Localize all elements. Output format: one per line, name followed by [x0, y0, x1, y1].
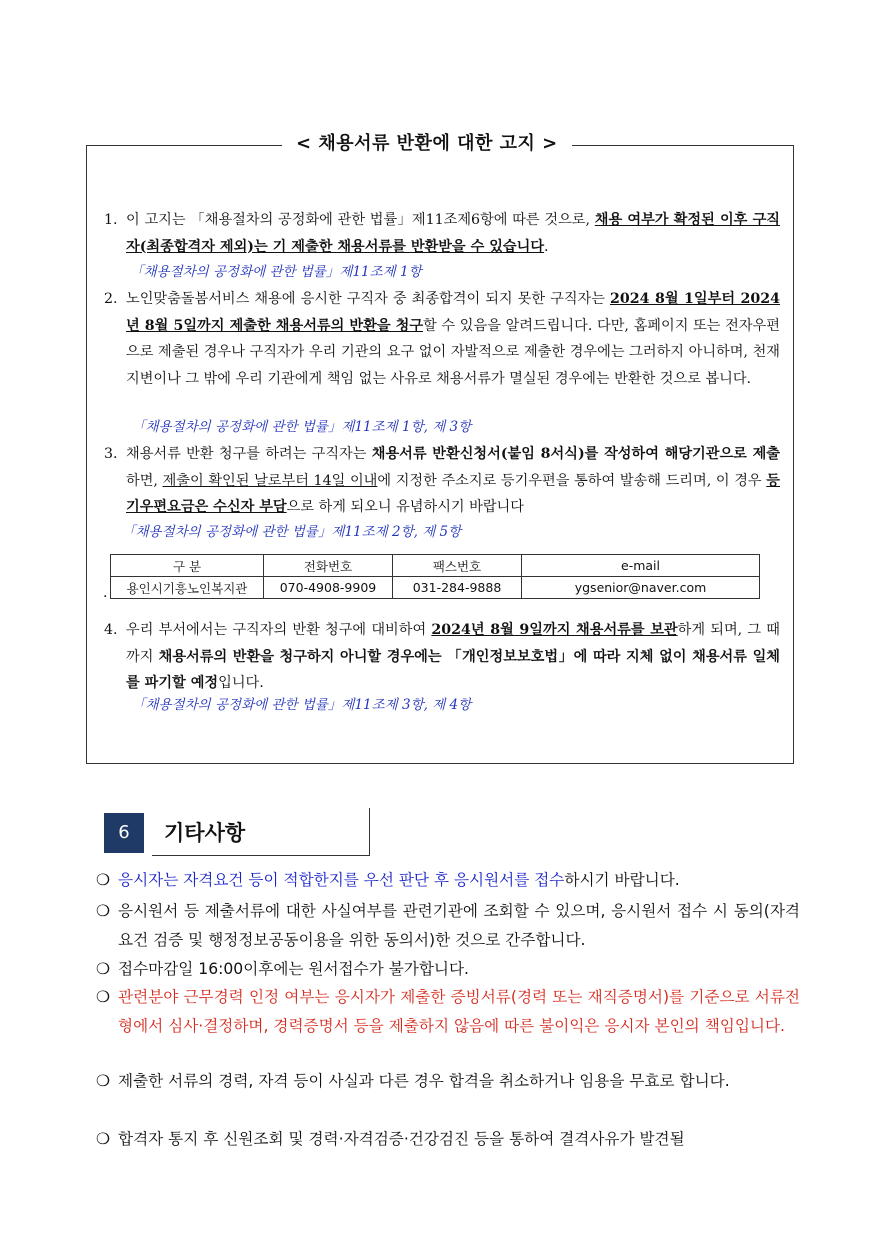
item-text-end: 할 수 있음을 알려드립니다. 다만, 홈페이지 또는 전자우편으로 제출된 경우나 구직자가 우리 기관의 요구 없이 자발적으로 제출한 경우에는 그러하지 아니하며, 천재지변이나 그 밖에 우리 기관에게 책임 없는 사유로 채용서류가 멸실된 경우에는 반환한 것으로 봅니다. — [126, 317, 780, 387]
list-item — [96, 955, 800, 984]
list-item — [96, 1125, 800, 1154]
item-text: 이 고지는 「채용절차의 공정화에 관한 법률」제11조제6항에 따른 것으로, — [126, 212, 595, 228]
item-underline: 제출이 확인된 날로부터 14일 이내 — [162, 472, 378, 489]
item-emphasis: 채용서류 반환신청서(붙임 8서식)를 작성하여 해당기관으로 제출 — [371, 446, 780, 462]
law-citation-1: 「채용절차의 공정화에 관한 법률」제11조제 1항 — [130, 264, 422, 280]
heading-underline — [152, 855, 370, 856]
circle-bullet-icon: ❍ — [96, 960, 110, 978]
item-text: 채용서류 반환 청구를 하려는 구직자는 — [126, 446, 372, 462]
item-emphasis: 2024 8월 1일부터 2024년 8월 5일까지 제출한 채용서류의 반환을 청구 — [126, 291, 781, 334]
item-text: 에 지정한 주소지로 등기우편을 통하여 발송해 드리며, 이 경우 — [377, 472, 767, 489]
item-text: 하면, — [126, 472, 163, 489]
bullet-text: 응시원서 등 제출서류에 대한 사실여부를 관련기관에 조회할 수 있으며, 응시원서 접수 시 동의(자격요건 검증 및 행정정보공동이용을 위한 동의서)한 것으로 간주합니다. — [118, 902, 800, 949]
law-citation-3: 「채용절차의 공정화에 관한 법률」제11조제 2항, 제 5항 — [122, 524, 462, 540]
item-text: 노인맞춤돌봄서비스 채용에 응시한 구직자 중 최종합격이 되지 못한 구직자는 — [126, 291, 611, 307]
section-title: 기타사항 — [164, 821, 246, 845]
bullet-text: 하시기 바랍니다. — [564, 871, 680, 889]
list-item — [96, 866, 800, 895]
item-text-end: 으로 하게 되오니 유념하시기 바랍니다 — [286, 499, 524, 515]
item-text-end: . — [544, 238, 549, 255]
circle-bullet-icon: ❍ — [96, 1072, 110, 1090]
stray-dot: . — [103, 585, 108, 601]
table-row — [111, 577, 760, 599]
circle-bullet-icon: ❍ — [96, 902, 110, 920]
table-cell-email: ygsenior@naver.com — [522, 577, 760, 599]
section-heading — [104, 808, 370, 856]
item-text: 하게 되며, 그 때까지 — [126, 622, 780, 665]
bullet-text: 접수마감일 16:00이후에는 원서접수가 불가합니다. — [118, 960, 469, 978]
table-cell-phone: 070-4908-9909 — [264, 577, 393, 599]
notice-item-4 — [104, 617, 780, 697]
bullet-text: 합격자 통지 후 신원조회 및 경력·자격검증·건강검진 등을 통하여 결격사유가 발견될 — [118, 1130, 685, 1148]
table-cell-fax: 031-284-9888 — [393, 577, 522, 599]
item-text-end: 입니다. — [218, 675, 264, 691]
law-citation-4: 「채용절차의 공정화에 관한 법률」제11조제 3항, 제 4항 — [132, 697, 472, 713]
contact-table — [110, 554, 760, 599]
circle-bullet-icon: ❍ — [96, 988, 110, 1006]
list-item — [96, 983, 800, 1041]
item-number: 4. — [104, 622, 118, 638]
item-number: 3. — [104, 446, 118, 462]
item-number: 2. — [104, 291, 118, 307]
circle-bullet-icon: ❍ — [96, 871, 110, 889]
bullet-warning-text: 관련분야 근무경력 인정 여부는 응시자가 제출한 증빙서류(경력 또는 재직증명서)를 기준으로 서류전형에서 심사·결정하며, 경력증명서 등을 제출하지 않음에 따른 불이익은 응시자 본인의 책임입니다. — [118, 988, 800, 1035]
list-item — [96, 897, 800, 955]
table-cell-org: 용인시기흥노인복지관 — [111, 577, 264, 599]
notice-item-2 — [104, 286, 780, 392]
notice-title: < 채용서류 반환에 대한 고지 > — [282, 130, 572, 158]
bullet-highlight: 응시자는 자격요건 등이 적합한지를 우선 판단 후 응시원서를 접수 — [118, 871, 565, 889]
item-emphasis: 채용 여부가 확정된 이후 구직자(최종합격자 제외)는 기 제출한 채용서류를 반환받을 수 있습니다 — [126, 212, 780, 255]
circle-bullet-icon: ❍ — [96, 1130, 110, 1148]
notice-item-1 — [104, 207, 780, 260]
law-citation-2: 「채용절차의 공정화에 관한 법률」제11조제 1항, 제 3항 — [132, 419, 472, 435]
table-header-row — [111, 555, 760, 577]
table-header: 전화번호 — [264, 555, 393, 577]
item-emphasis: 2024년 8월 9일까지 채용서류를 보관 — [431, 622, 678, 638]
item-text: 우리 부서에서는 구직자의 반환 청구에 대비하여 — [126, 622, 432, 638]
section-number-badge: 6 — [104, 813, 144, 853]
heading-divider — [369, 808, 370, 856]
list-item — [96, 1067, 800, 1096]
item-emphasis: 채용서류의 반환을 청구하지 아니할 경우에는 「개인정보보호법」에 따라 지체 없이 채용서류 일체를 파기할 예정 — [126, 648, 780, 691]
item-emphasis: 등기우편요금은 수신자 부담 — [126, 472, 780, 515]
table-header: e-mail — [522, 555, 760, 577]
item-number: 1. — [104, 212, 118, 228]
table-header: 구 분 — [111, 555, 264, 577]
notice-item-3 — [104, 441, 780, 521]
bullet-text: 제출한 서류의 경력, 자격 등이 사실과 다른 경우 합격을 취소하거나 임용을 무효로 합니다. — [118, 1072, 730, 1090]
table-header: 팩스번호 — [393, 555, 522, 577]
